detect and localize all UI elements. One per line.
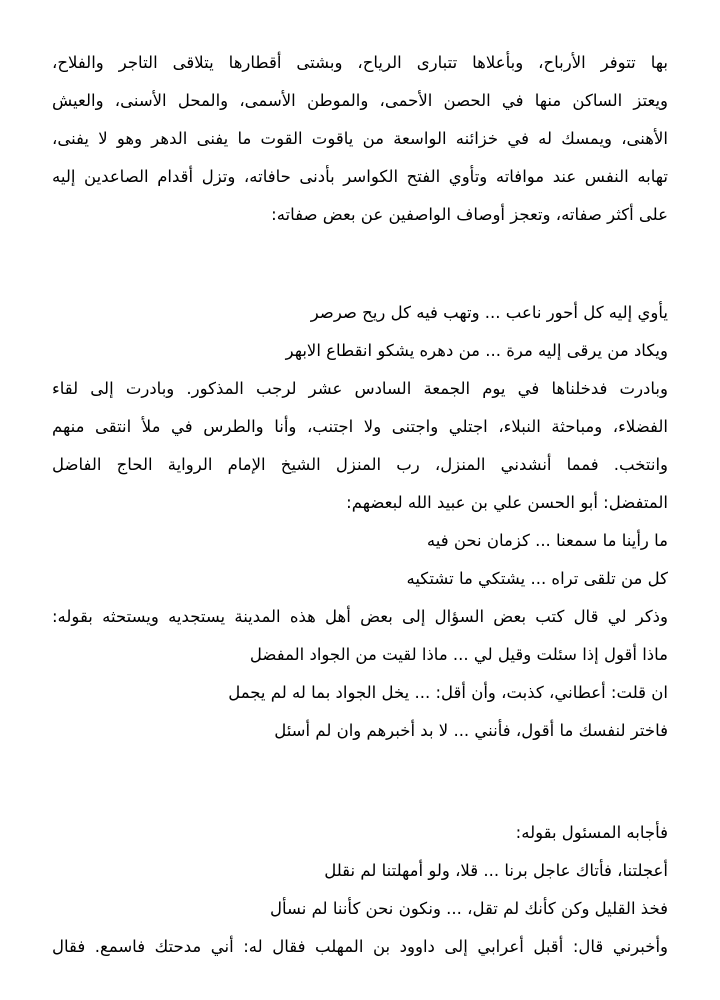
text-line: المتفضل: أبو الحسن علي بن عبيد الله لبعضهم: xyxy=(346,493,668,512)
verse-line: ما رأينا ما سمعنا ... كزمان نحن فيه xyxy=(426,531,668,550)
text-line: تهابه النفس عند موافاته وتأوي الفتح الكواسر بأدنى حافاته، وتزل أقدام الصاعدين إليه xyxy=(52,167,668,186)
text-line: ويعتز الساكن منها في الحصن الأحمى، والموطن الأسمى، والمحل الأسنى، والعيش xyxy=(52,91,668,110)
text-line: وانتخب. فمما أنشدني المنزل، رب المنزل الشيخ الإمام الرواية الحاج الفاضل xyxy=(52,455,668,474)
text-line: بها تتوفر الأرباح، وبأعلاها تتبارى الرياح، وبشتى أقطارها يتلاقى التاجر والفلاح، xyxy=(52,53,668,72)
verse-line: فخذ القليل وكن كأنك لم تقل، ... ونكون نحن كأننا لم نسأل xyxy=(270,899,668,918)
text-line: وبادرت فدخلناها في يوم الجمعة السادس عشر لرجب المذكور. وبادرت إلى لقاء xyxy=(52,379,668,398)
verse-line: ويكاد من يرقى إليه مرة ... من دهره يشكو انقطاع الابهر xyxy=(285,341,668,360)
text-line: فأجابه المسئول بقوله: xyxy=(515,823,668,842)
text-line: على أكثر صفاته، وتعجز أوصاف الواصفين عن بعض صفاته: xyxy=(271,205,668,224)
text-line: وأخبرني قال: أقبل أعرابي إلى داوود بن المهلب فقال له: أني مدحتك فاسمع. فقال xyxy=(52,937,668,956)
text-line: الأهنى، ويمسك له في خزائنه الواسعة من ياقوت القوت ما يفنى الدهر وهو لا يفنى، xyxy=(52,129,668,148)
text-line: وذكر لي قال كتب بعض السؤال إلى بعض أهل هذه المدينة يستجديه ويستحثه بقوله: xyxy=(52,607,668,626)
text-line: الفضلاء، ومباحثة النبلاء، اجتلي واجتنى ولا اجتنب، وأنا والطرس في ملأ انتقى منهم xyxy=(52,417,668,436)
verse-line: ان قلت: أعطاني، كذبت، وأن أقل: ... يخل الجواد بما له لم يجمل xyxy=(228,683,668,702)
verse-line: فاختر لنفسك ما أقول، فأنني ... لا بد أخبرهم وان لم أسئل xyxy=(274,721,668,740)
verse-line: كل من تلقى تراه ... يشتكي ما تشتكيه xyxy=(406,569,668,588)
verse-line: ماذا أقول إذا سئلت وقيل لي ... ماذا لقيت من الجواد المفضل xyxy=(249,645,668,664)
verse-line: يأوي إليه كل أحور ناعب ... وتهب فيه كل ريح صرصر xyxy=(310,303,668,322)
verse-line: أعجلتنا، فأتاك عاجل برنا ... قلا، ولو أمهلتنا لم نقلل xyxy=(324,861,668,880)
